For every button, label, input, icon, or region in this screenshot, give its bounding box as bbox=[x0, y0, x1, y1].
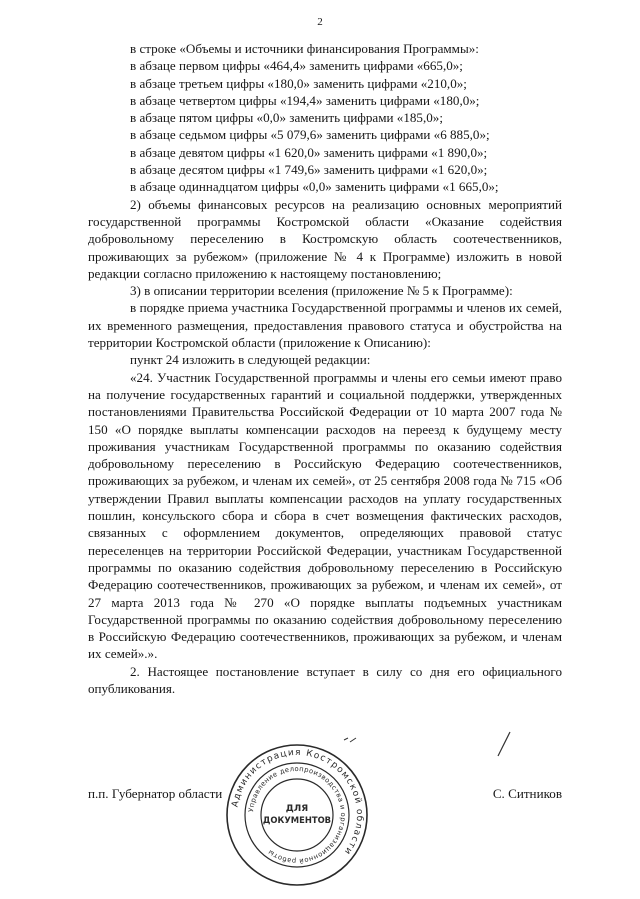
document-body bbox=[88, 40, 562, 697]
amendment-list bbox=[88, 40, 562, 196]
amendment-line: в абзаце пятом цифры «0,0» заменить цифрами «185,0»; bbox=[130, 110, 443, 126]
amendment-line: в абзаце четвертом цифры «194,4» заменить цифрами «180,0»; bbox=[130, 92, 480, 108]
amendment-line: в абзаце девятом цифры «1 620,0» заменить цифрами «1 890,0»; bbox=[130, 144, 488, 160]
official-seal bbox=[222, 740, 372, 890]
paragraph-3: 3) в описании территории вселения (приложение № 5 к Программе): bbox=[130, 283, 513, 299]
seal-center-line-2: ДОКУМЕНТОВ bbox=[262, 815, 332, 825]
seal-outer-text: Администрация Костромской области bbox=[230, 747, 365, 857]
paragraph-3-subitem: в порядке приема участника Государственной программы и членов их семей, их временного размещения, предоставления правового статуса и обустройства на территории Костромской области (приложение к Описанию): bbox=[88, 300, 562, 351]
amendment-line: в абзаце первом цифры «464,4» заменить цифрами «665,0»; bbox=[130, 58, 463, 74]
amendment-line: в абзаце одиннадцатом цифры «0,0» заменить цифрами «1 665,0»; bbox=[130, 179, 499, 195]
amendment-line: в строке «Объемы и источники финансирования Программы»: bbox=[130, 41, 479, 56]
paragraph-quote: «24. Участник Государственной программы и члены его семьи имеют право на получение государственных гарантий и социальной поддержки, утвержденных постановлениями Правительства Российской Федерации от 10 марта 2007 года № 150 «О порядке выплаты компенсации расходов на переезд к будущему месту проживания участникам Государственной программы по оказанию содействия добровольному переселению в Российскую Федерацию соотечественников, проживающих за рубежом, и членам их семей», от 25 сентября 2008 года № 715 «Об утверждении Правил выплаты компенсации расходов на уплату государственных пошлин, консульского сбора и сбора в счет возмещения фактических расходов, связанных с оформлением документов, определяющих правовой статус переселенцев на территории Российской Федерации, участникам Государственной программы по оказанию содействия добровольному переселению в Российскую Федерацию соотечественников, проживающих за рубежом, и членам их семей», от 27 марта 2013 года № 270 «О порядке выплаты подъемных участникам Государственной программы по оказанию содействия добровольному переселению в Российскую Федерацию соотечественников, проживающих за рубежом, и членам их семей».». bbox=[88, 369, 562, 662]
amendment-line: в абзаце третьем цифры «180,0» заменить цифрами «210,0»; bbox=[130, 75, 467, 91]
page-number: 2 bbox=[317, 16, 323, 28]
amendment-line: в абзаце седьмом цифры «5 079,6» заменить цифрами «6 885,0»; bbox=[130, 127, 490, 143]
seal-inner-text: Управление делопроизводства и организационной работы bbox=[247, 764, 348, 866]
signatory-title: п.п. Губернатор области bbox=[88, 786, 223, 801]
paragraph-final: 2. Настоящее постановление вступает в силу со дня его официального опубликования. bbox=[88, 663, 562, 696]
amendment-line: в абзаце десятом цифры «1 749,6» заменить цифрами «1 620,0»; bbox=[130, 162, 488, 178]
paragraph-point-24: пункт 24 изложить в следующей редакции: bbox=[130, 352, 371, 368]
paragraph-2: 2) объемы финансовых ресурсов на реализацию основных мероприятий государственной программы Костромской области «Оказание содействия добровольному переселению в Костромскую область соотечественников, проживающих за рубежом» (приложение № 4 к Программе) изложить в новой редакции согласно приложению к настоящему постановлению; bbox=[88, 196, 562, 281]
seal-center-line-1: ДЛЯ bbox=[285, 804, 309, 814]
signatory-name: С. Ситников bbox=[492, 786, 562, 801]
